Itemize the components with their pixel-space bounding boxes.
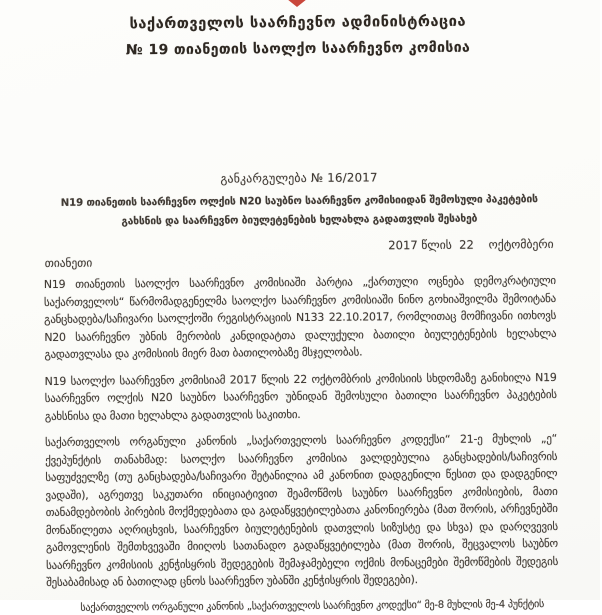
paragraph-session-review: N19 საოლქო საარჩევნო კომისიამ 2017 წლის 22 ოქტომბრის კომისიის სხდომაზე განიხილა N19 საარჩევნო ოლქის N20 საუბნო საარჩევნო უბნიდან შემოსული ბათილი საარჩევნო პაკეტების გახსნისა და მათი ხელახლა გადათვლის საკითხი.	[44, 370, 557, 423]
document-date: 2017 წლის 22 ოქტომბერი	[388, 237, 554, 253]
document-place: თიანეთი	[44, 255, 93, 271]
ordinance-number-title: განკარგულება № 16/2017	[220, 170, 378, 186]
district-commission-title: № 19 თიანეთის საოლქო საარჩევნო კომისია	[125, 39, 471, 59]
ordinance-subject	[0, 191, 599, 233]
election-administration-title: საქართველოს საარჩევნო ადმინისტრაცია	[129, 13, 467, 33]
paragraph-legal-basis-article-8-cut-off: საქართველოს ორგანული კანონის „საქართველოს საარჩევნო კოდექსი“ მე-8 მუხლის მე-4 პუნქტის	[80, 599, 545, 614]
paragraph-legal-basis-article-21: საქართველოს ორგანული კანონის „საქართველოს საარჩევნო კოდექსი“ 21-ე მუხლის „ე“ ქვეპუნქტის თანახმად: საოლქო საარჩევნო კომისია ვალდებულია განცხადების/საჩივრის საფუძველზე (თუ განცხადება/საჩივარი შეტანილია ამ კანონით დადგენილი წესით და დადგენილ ვადაში), აგრეთვე საკუთარი ინიციატივით შეამოწმოს საუბნო საარჩევნო კომისიების, მათი თანამდებობის პირების მოქმედებათა და გადაწყვეტილებათა კანონიერება (მათ შორის, არჩევნებში მონაწილეთა აღრიცხვის, საარჩევნო ბიულეტენების დათვლის სიზუსტე და სხვა) და დარღვევის გამოვლენის შემთხვევაში მიიღოს სათანადო გადაწყვეტილება (მათ შორის, შეცვალოს საუბნო საარჩევნო კომისიის კენჭისყრის შედეგების შემაჯამებელი ოქმის მონაცემები შემოწმების შედეგის შესაბამისად ან ბათილად ცნოს საარჩევნო უბანში კენჭისყრის შედეგები).	[45, 431, 559, 590]
subject-line-1: N19 თიანეთის საარჩევნო ოლქის N20 საუბნო საარჩევნო კომისიიდან შემოსული პაკეტების	[60, 194, 538, 209]
subject-line-2: გახსნის და საარჩევნო ბიულეტენების ხელახლა გადათვლის შესახებ	[121, 213, 478, 227]
paragraph-complaint-submission: N19 თიანეთის საოლქო საარჩევნო კომისიაში პარტია „ქართული ოცნება დემოკრატიული საქართველოს“ წარმომადგენელმა საოლქო საარჩევნო კომისიაში ნინო გოხიაშვილმა შემოიტანა განცხადება/საჩივარი საოლქოში რეგისტრაციის N133 22.10.2017, რომლითაც მომჩივანი ითხოვს N20 საარჩევნო უბნის მერობის კანდიდატთა დალუქული ბათილი ბიულეტენების ხელახლა გადათვლასა და კომისიის მიერ მათ ბათილობაზე მსჯელობას.	[43, 273, 557, 362]
